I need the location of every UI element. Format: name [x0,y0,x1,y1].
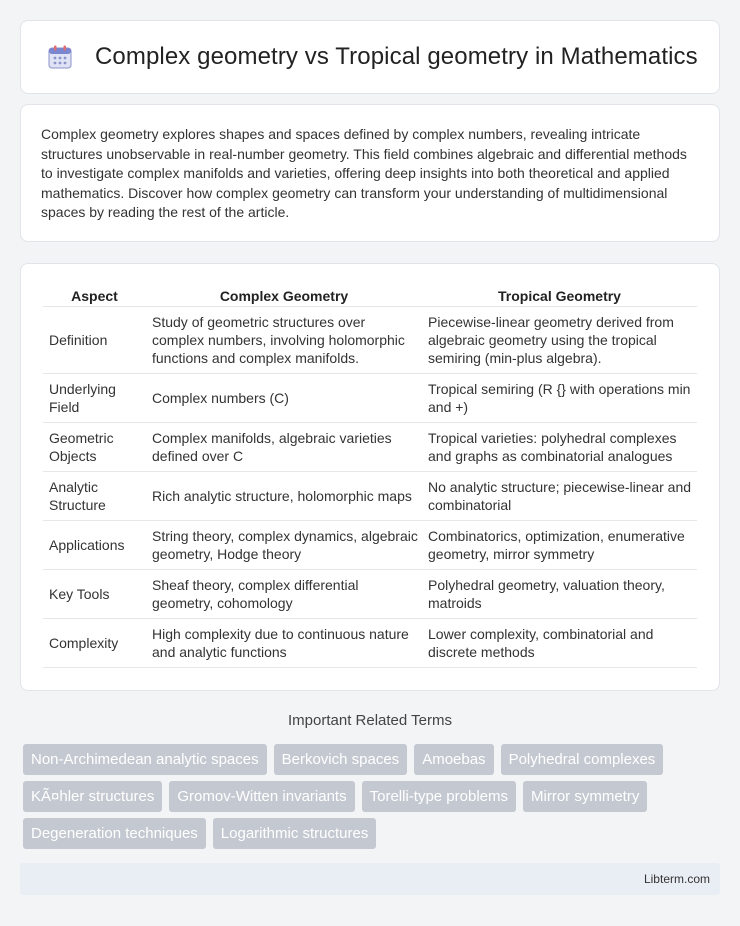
footer [20,863,720,895]
header-complex: Complex Geometry [146,284,422,307]
tag-polyhedral[interactable]: Polyhedral complexes [501,744,664,775]
cell-complex: Complex manifolds, algebraic varieties defined over C [146,423,422,472]
cell-aspect: Geometric Objects [43,423,146,472]
cell-aspect: Analytic Structure [43,472,146,521]
intro-card [20,104,720,242]
table-row [43,570,697,619]
cell-tropical: Piecewise-linear geometry derived from algebraic geometry using the tropical semiring (min-plus algebra). [422,307,697,374]
cell-complex: High complexity due to continuous nature and analytic functions [146,619,422,668]
cell-aspect: Definition [43,307,146,374]
cell-tropical: Tropical varieties: polyhedral complexes and graphs as combinatorial analogues [422,423,697,472]
cell-tropical: Tropical semiring (R {} with operations min and +) [422,374,697,423]
cell-complex: Sheaf theory, complex differential geometry, cohomology [146,570,422,619]
tag-kahler[interactable]: KÃ¤hler structures [23,781,162,812]
footer-site-link[interactable]: Libterm.com [643,872,710,886]
tag-logarithmic[interactable]: Logarithmic structures [213,818,377,849]
cell-complex: Study of geometric structures over complex numbers, involving holomorphic functions and complex manifolds. [146,307,422,374]
table-row [43,521,697,570]
tag-row [23,744,723,775]
tag-degeneration[interactable]: Degeneration techniques [23,818,206,849]
cell-aspect: Key Tools [43,570,146,619]
tag-mirror-symmetry[interactable]: Mirror symmetry [523,781,647,812]
related-terms-title: Important Related Terms [288,712,452,729]
header-tropical: Tropical Geometry [422,284,697,307]
comparison-table [43,284,697,668]
cell-complex: String theory, complex dynamics, algebraic geometry, Hodge theory [146,521,422,570]
header-aspect: Aspect [43,284,146,307]
table-row [43,423,697,472]
cell-aspect: Complexity [43,619,146,668]
intro-text: Complex geometry explores shapes and spaces defined by complex numbers, revealing intricate structures unobservable in real-number geometry. This field combines algebraic and differential methods to investigate complex manifolds and varieties, offering deep insights into both theoretical and applied mathematics. Discover how complex geometry can transform your understanding of multidimensional spaces by reading the rest of the article. [41,126,687,221]
table-header-row [43,284,697,307]
related-terms [23,744,723,855]
cell-tropical: Combinatorics, optimization, enumerative geometry, mirror symmetry [422,521,697,570]
cell-tropical: No analytic structure; piecewise-linear and combinatorial [422,472,697,521]
cell-complex: Rich analytic structure, holomorphic maps [146,472,422,521]
tag-amoebas[interactable]: Amoebas [414,744,493,775]
cell-aspect: Underlying Field [43,374,146,423]
table-row [43,619,697,668]
page-title: Complex geometry vs Tropical geometry in Mathematics [95,43,698,70]
tag-gromov-witten[interactable]: Gromov-Witten invariants [169,781,354,812]
tag-row [23,781,723,812]
table-row [43,307,697,374]
cell-aspect: Applications [43,521,146,570]
tag-non-archimedean[interactable]: Non-Archimedean analytic spaces [23,744,267,775]
comparison-card [20,263,720,691]
cell-tropical: Lower complexity, combinatorial and discrete methods [422,619,697,668]
table-row [43,472,697,521]
tag-berkovich[interactable]: Berkovich spaces [274,744,408,775]
cell-tropical: Polyhedral geometry, valuation theory, matroids [422,570,697,619]
header-card [20,20,720,94]
tag-row [23,818,723,849]
cell-complex: Complex numbers (C) [146,374,422,423]
tag-torelli[interactable]: Torelli-type problems [362,781,516,812]
calendar-icon [47,44,73,70]
table-row [43,374,697,423]
